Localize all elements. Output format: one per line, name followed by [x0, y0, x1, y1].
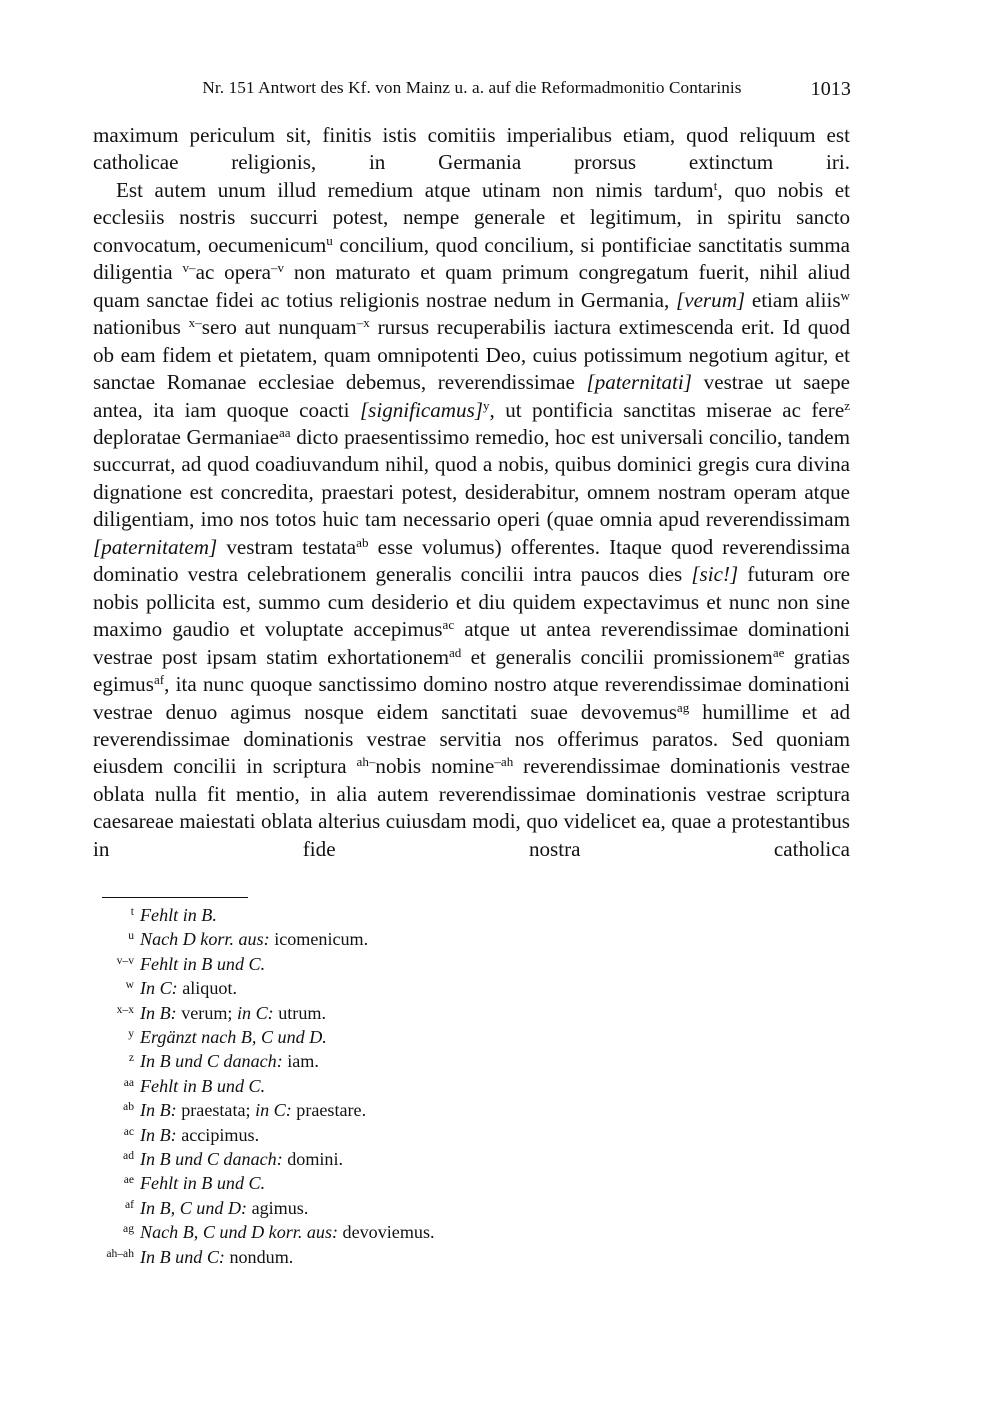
text-run: et generalis concilii promissionem — [461, 644, 773, 669]
footnote-reference: ac — [442, 617, 455, 633]
footnote-text — [140, 1027, 327, 1047]
text-run: dicto praesentissimo remedio, hoc est universali concilio, tandem succurrat, ad quod coadiuvandum nihil, quod a nobis, quibus dominici gregis cura divina dignatione est concredita, praestari potest, desiderabitur, omnem nostram operam atque diligentiam, imo nos totos huic tam necessario operi (quae omnia apud reverendissimam — [93, 424, 850, 532]
footnote-marker: w — [125, 978, 134, 992]
footnote-reference: u — [326, 233, 333, 249]
footnote-marker: ae — [123, 1173, 134, 1187]
page-number: 1013 — [810, 78, 851, 100]
italic-run: [paternitati] — [586, 370, 692, 395]
footnote-reference: af — [153, 672, 165, 688]
footnote-text — [140, 905, 217, 925]
text-run: sero aut nunquam — [201, 315, 357, 340]
footnote-reference: ah– — [356, 754, 376, 770]
footnote-marker: x–x — [116, 1002, 134, 1016]
text-run: nondum. — [224, 1246, 294, 1267]
footnote-marker: ac — [123, 1124, 134, 1138]
footnote-marker: ad — [123, 1149, 134, 1163]
text-run: praestare. — [291, 1100, 367, 1121]
text-run: , quo nobis et ecclesiis nostris succurri potest, nempe generale et legitimum, in spiritu sancto convocatum, oecumenicum — [93, 177, 850, 257]
text-run: agimus. — [247, 1197, 309, 1218]
text-run: gratias egimus — [93, 644, 850, 697]
text-run: atque ut antea reverendissimae dominationi vestrae post ipsam statim exhortationem — [93, 617, 850, 669]
footnote-text — [140, 1149, 343, 1169]
footnote-text — [140, 1173, 265, 1193]
italic-run: In B und C: — [140, 1246, 225, 1267]
italic-run: in C: — [255, 1100, 292, 1121]
italic-run: [verum] — [676, 287, 746, 312]
italic-run: In B: — [140, 1100, 177, 1121]
text-run: rursus recuperabilis iactura extimescenda erit. Id quod ob eam fidem et pietatem, quam omnipotenti Deo, cuius potissimum negotium agitur, et sanctae Romanae ecclesiae debemus, reverendissimae — [93, 315, 850, 395]
footnote-text — [140, 978, 237, 998]
footnote-text — [140, 1247, 293, 1267]
footnote-reference: ad — [448, 644, 462, 660]
footnote-reference: z — [844, 397, 850, 413]
footnote-text — [140, 1198, 308, 1218]
footnote-reference: –ah — [494, 754, 514, 770]
footnote-separator-rule — [102, 897, 248, 898]
footnote-marker: z — [128, 1051, 134, 1065]
footnote-text — [140, 1003, 326, 1023]
footnote-reference: –x — [356, 315, 370, 331]
footnote-reference: ae — [772, 644, 785, 660]
footnote-reference: ab — [356, 535, 369, 550]
footnote-entry — [102, 1025, 847, 1049]
text-run: humillime et ad reverendissimae dominationis vestrae servitia nos offerimus paratos. Sed quoniam eiusdem concilii in scriptura — [93, 699, 850, 779]
footnote-marker: v–v — [116, 953, 134, 967]
text-run: accipimus. — [176, 1124, 260, 1145]
footnote-entry — [102, 952, 847, 976]
text-run: concilium, quod concilium, si pontificiae sanctitatis summa diligentia — [93, 232, 850, 285]
footnote-entry — [102, 1074, 847, 1098]
italic-run: [paternitatem] — [93, 534, 218, 559]
text-run: iam. — [282, 1051, 319, 1072]
italic-run: In C: — [140, 978, 178, 999]
running-head-title: Nr. 151 Antwort des Kf. von Mainz u. a. auf die Reformadmonitio Contarinis — [202, 78, 742, 97]
italic-run: [significamus] — [359, 397, 483, 422]
footnote-entry — [102, 1245, 847, 1269]
footnote-text — [140, 954, 265, 974]
body-paragraph — [93, 122, 850, 177]
footnote-reference: –v — [271, 260, 285, 276]
text-run: futuram ore nobis pollicita est, summo cum desiderio et diu quidem expectavimus et nunc non sine maximo gaudio et voluptate accepimus — [93, 562, 850, 642]
italic-run: Nach B, C und D korr. aus: — [140, 1222, 339, 1243]
text-run: devoviemus. — [338, 1222, 435, 1243]
text-run: nationibus — [93, 315, 189, 340]
italic-run: Fehlt in B und C. — [140, 1173, 266, 1194]
italic-run: In B und C danach: — [140, 1051, 283, 1072]
italic-run: Fehlt in B und C. — [140, 1075, 266, 1096]
footnote-entry — [102, 1123, 847, 1147]
text-run: , ut pontificia sanctitas miserae ac fere — [489, 397, 845, 422]
italic-run: Ergänzt nach B, C und D. — [140, 1027, 327, 1048]
italic-run: In B: — [140, 1124, 177, 1145]
italic-run: in C: — [237, 1002, 274, 1023]
footnote-text — [140, 1076, 265, 1096]
text-run: ac opera — [195, 260, 271, 285]
footnote-reference: t — [713, 178, 718, 194]
footnote-reference: aa — [279, 425, 291, 441]
text-run: domini. — [282, 1149, 344, 1170]
footnote-text — [140, 1222, 435, 1242]
footnote-entry — [102, 1171, 847, 1195]
text-run: Est autem unum illud remedium atque utinam non nimis tardum — [116, 177, 714, 202]
text-run: etiam aliis — [745, 287, 841, 312]
body-paragraph — [93, 177, 850, 863]
footnote-text — [140, 1051, 319, 1071]
text-run: icomenicum. — [269, 929, 369, 950]
footnote-entry — [102, 1049, 847, 1073]
footnote-text — [140, 1100, 366, 1120]
italic-run: Fehlt in B. — [140, 905, 217, 925]
italic-run: In B und C danach: — [140, 1149, 283, 1170]
text-run: non maturato et quam primum congregatum fuerit, nihil aliud quam sanctae fidei ac totius religionis nostrae nedum in Germania, — [93, 260, 850, 312]
text-run: maximum periculum sit, finitis istis comitiis imperialibus etiam, quod reliquum est catholicae religionis, in Germania prorsus extinctum iri. — [93, 123, 850, 175]
footnote-marker: u — [128, 929, 134, 943]
text-run: verum; — [176, 1002, 237, 1023]
footnote-marker: ab — [123, 1100, 134, 1114]
footnote-reference: y — [483, 397, 490, 413]
italic-run: In B: — [140, 1002, 177, 1023]
footnote-marker: ag — [123, 1222, 134, 1236]
footnote-entry — [102, 976, 847, 1000]
text-run: vestram testata — [217, 534, 357, 559]
text-run: aliquot. — [177, 978, 238, 999]
text-run: , ita nunc quoque sanctissimo domino nostro atque reverendissimae dominationi vestrae denuo agimus nosque eidem sanctitati suae devovemus — [93, 672, 850, 724]
footnote-entry — [102, 1098, 847, 1122]
italic-run: Fehlt in B und C. — [140, 953, 266, 974]
footnote-entry — [102, 927, 847, 951]
italic-run: In B, C und D: — [140, 1197, 248, 1218]
text-run: esse volumus) offerentes. Itaque quod reverendissima dominatio vestra celebrationem generalis concilii intra paucos dies — [93, 534, 850, 587]
footnote-text — [140, 929, 368, 949]
body-text — [93, 122, 850, 863]
footnote-text — [140, 1125, 259, 1145]
text-run: utrum. — [273, 1002, 326, 1023]
text-run: nobis nomine — [375, 754, 495, 779]
footnote-marker: t — [130, 905, 134, 918]
footnote-reference: v– — [182, 260, 196, 276]
footnote-reference: w — [840, 287, 850, 303]
footnote-entry — [102, 1147, 847, 1171]
italic-run: [sic!] — [691, 562, 739, 587]
footnote-marker: ah–ah — [106, 1246, 134, 1260]
footnote-entry — [102, 903, 847, 927]
footnote-marker: aa — [123, 1075, 134, 1089]
footnote-entry — [102, 1001, 847, 1025]
footnote-entry — [102, 1220, 847, 1244]
text-run: reverendissimae dominationis vestrae oblata nulla fit mentio, in alia autem reverendissimae dominationis vestrae scriptura caesareae maiestati oblata alterius cuiusdam modi, quo videlicet ea, quae a protestantibus in fide nostra catholica — [93, 754, 850, 861]
footnote-marker: y — [128, 1027, 134, 1041]
footnote-reference: ag — [676, 699, 690, 715]
footnote-marker: af — [124, 1197, 134, 1211]
running-head — [93, 78, 851, 98]
italic-run: Nach D korr. aus: — [140, 929, 270, 950]
footnote-reference: x– — [188, 315, 202, 331]
footnote-apparatus — [102, 903, 847, 1269]
footnote-entry — [102, 1196, 847, 1220]
text-run: praestata; — [176, 1100, 256, 1121]
text-run: deploratae Germaniae — [93, 424, 279, 449]
text-run: vestrae ut saepe antea, ita iam quoque coacti — [93, 370, 850, 422]
